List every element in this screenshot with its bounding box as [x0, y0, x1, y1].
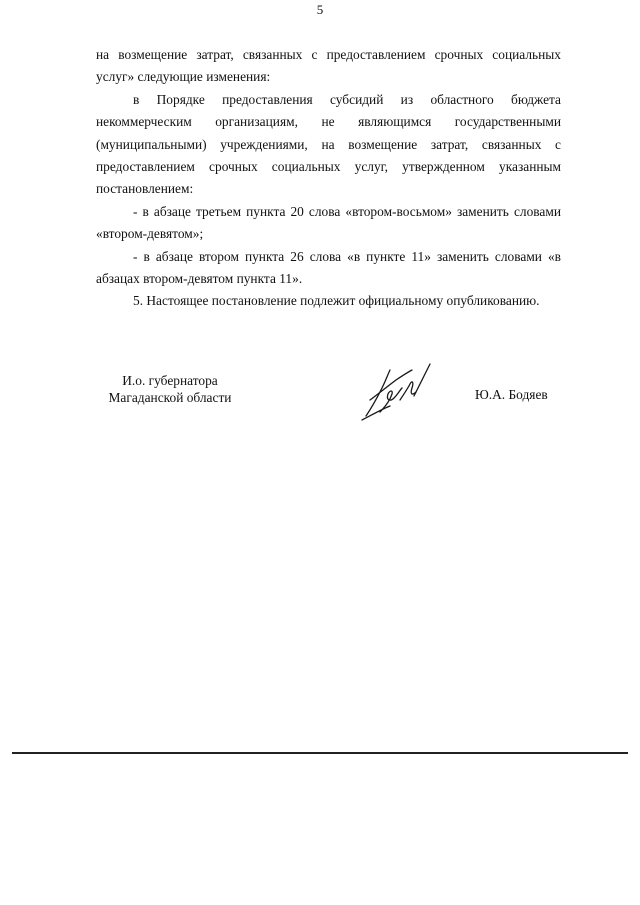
paragraph-item-26: - в абзаце втором пункта 26 слова «в пункте 11» заменить словами «в абзацах втором-девятом пункта 11».	[96, 248, 561, 287]
signer-title	[100, 372, 240, 406]
paragraph-publication: 5. Настоящее постановление подлежит официальному опубликованию.	[133, 293, 540, 309]
signer-name: Ю.А. Бодяев	[475, 387, 548, 402]
paragraph-order: в Порядке предоставления субсидий из областного бюджета некоммерческим организациям, не являющимся государственными (муниципальными) учреждениями, на возмещение затрат, связанных с предоставлением срочных социальных услуг, утвержденном указанным постановлением:	[96, 91, 561, 197]
page-number: 5	[316, 2, 324, 17]
paragraph-item-20: - в абзаце третьем пункта 20 слова «втором-восьмом» заменить словами «втором-девятом»;	[96, 203, 561, 242]
document-body	[96, 44, 561, 313]
signer-title-line2: Магаданской области	[108, 390, 232, 405]
footer-divider	[12, 752, 628, 754]
paragraph-intro: на возмещение затрат, связанных с предоставлением срочных социальных услуг» следующие изменения:	[96, 47, 561, 85]
signer-title-line1: И.о. губернатора	[122, 373, 218, 388]
handwritten-signature	[360, 360, 440, 422]
